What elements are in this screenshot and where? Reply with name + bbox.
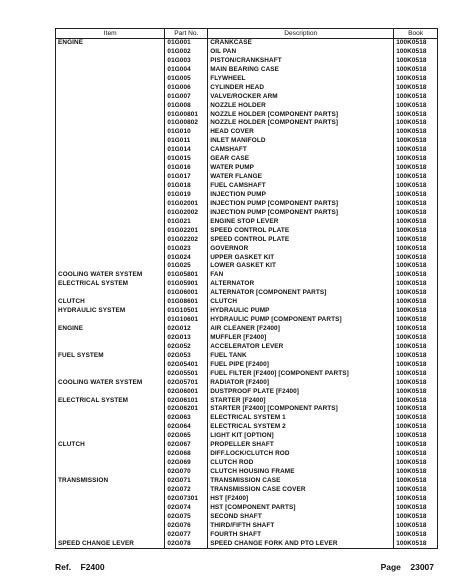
- item-cell: [56, 119, 164, 128]
- part-no-cell: 02G072: [167, 485, 191, 493]
- part-no-cell: 01G06001: [167, 289, 199, 297]
- book-cell: 100K0518: [396, 298, 427, 306]
- description-cell: DUSTPROOF PLATE [F2400]: [210, 387, 300, 395]
- book-cell: 100K0518: [396, 405, 427, 413]
- item-cell: COOLING WATER SYSTEM: [58, 271, 143, 279]
- item-cell: [56, 513, 164, 522]
- item-cell: HYDRAULIC SYSTEM: [58, 307, 126, 315]
- book-cell: 100K0518: [396, 289, 427, 297]
- item-cell: [56, 450, 164, 459]
- part-no-cell: 02G05501: [167, 369, 199, 377]
- part-no-cell: 02G064: [167, 423, 191, 431]
- item-cell: [56, 504, 164, 513]
- book-cell: 100K0518: [396, 146, 427, 154]
- description-cell: GEAR CASE: [210, 155, 250, 163]
- part-no-cell: 01G019: [167, 190, 191, 198]
- book-cell: 100K0518: [396, 128, 427, 136]
- book-cell: 100K0518: [396, 351, 427, 359]
- book-cell: 100K0518: [396, 387, 427, 395]
- part-no-cell: 01G015: [167, 155, 191, 163]
- book-cell: 100K0518: [396, 244, 427, 252]
- item-cell: COOLING WATER SYSTEM: [58, 378, 143, 386]
- book-cell: 100K0518: [396, 441, 427, 449]
- item-cell: [56, 200, 164, 209]
- header-part-no: Part No.: [165, 29, 208, 38]
- description-cell: GOVERNOR: [210, 244, 249, 252]
- item-cell: [56, 405, 164, 414]
- part-no-cell: 01G025: [167, 262, 191, 270]
- item-cell: [56, 459, 164, 468]
- item-cell: [56, 361, 164, 370]
- book-cell: 100K0518: [396, 190, 427, 198]
- description-cell: CLUTCH: [210, 298, 238, 306]
- item-cell: [56, 423, 164, 432]
- item-cell: [56, 137, 164, 146]
- description-cell: ALTERNATOR [COMPONENT PARTS]: [210, 289, 327, 297]
- book-cell: 100K0518: [396, 459, 427, 467]
- item-cell: [56, 57, 164, 66]
- book-cell: 100K0518: [396, 476, 427, 484]
- book-cell: 100K0518: [396, 333, 427, 341]
- description-cell: CLUTCH ROD: [210, 459, 254, 467]
- reference: [55, 560, 105, 574]
- part-no-cell: 01G05801: [167, 271, 199, 279]
- part-no-cell: 01G016: [167, 164, 191, 172]
- description-cell: HEAD COVER: [210, 128, 254, 136]
- part-no-cell: 01G010: [167, 128, 191, 136]
- part-no-cell: 01G021: [167, 217, 191, 225]
- book-cell: 100K0518: [396, 182, 427, 189]
- item-cell: [56, 343, 164, 352]
- description-cell: FUEL FILTER [F2400] [COMPONENT PARTS]: [210, 369, 349, 377]
- description-cell: AIR CLEANER [F2400]: [210, 325, 280, 332]
- book-cell: 100K0518: [396, 396, 427, 404]
- item-cell: [56, 66, 164, 75]
- description-cell: SPEED CHANGE FORK AND PTO LEVER: [210, 539, 338, 547]
- page-number: [381, 560, 434, 574]
- header-description: Description: [208, 29, 394, 38]
- description-cell: MUFFLER [F2400]: [210, 333, 267, 341]
- part-no-cell: 01G018: [167, 182, 191, 189]
- description-cell: TRANSMISSION CASE: [210, 476, 281, 484]
- item-cell: [56, 128, 164, 137]
- item-cell: [56, 48, 164, 57]
- book-cell: 100K0518: [396, 316, 427, 324]
- part-no-cell: 02G013: [167, 333, 191, 341]
- item-cell: FUEL SYSTEM: [58, 351, 104, 359]
- description-cell: PISTON/CRANKSHAFT: [210, 56, 282, 64]
- item-cell: ELECTRICAL SYSTEM: [58, 396, 129, 404]
- book-cell: 100K0518: [396, 503, 427, 511]
- item-column: [56, 39, 165, 548]
- book-cell: 100K0518: [396, 378, 427, 386]
- book-cell: 100K0518: [396, 173, 427, 181]
- part-no-cell: 01G001: [167, 39, 191, 46]
- item-cell: [56, 75, 164, 84]
- part-no-cell: 01G014: [167, 146, 191, 154]
- part-no-cell: 02G07301: [167, 494, 199, 502]
- part-no-cell: 02G05701: [167, 378, 199, 386]
- item-cell: [56, 334, 164, 343]
- book-cell: 100K0518: [396, 226, 427, 234]
- book-cell: 100K0518: [396, 56, 427, 64]
- item-cell: [56, 432, 164, 441]
- description-cell: FUEL CAMSHAFT: [210, 182, 266, 189]
- item-cell: [56, 468, 164, 477]
- description-cell: FLYWHEEL: [210, 74, 246, 82]
- part-no-cell: 01G004: [167, 65, 191, 73]
- part-no-cell: 01G008: [167, 101, 191, 109]
- item-cell: ENGINE: [58, 39, 84, 46]
- description-cell: MAIN BEARING CASE: [210, 65, 280, 73]
- item-cell: [56, 164, 164, 173]
- part-no-cell: 01G02202: [167, 235, 199, 243]
- page-label: Page: [380, 562, 401, 572]
- description-cell: WATER PUMP: [210, 164, 255, 172]
- item-cell: [56, 111, 164, 120]
- description-cell: INJECTION PUMP: [210, 190, 266, 198]
- item-cell: [56, 262, 164, 271]
- item-cell: ELECTRICAL SYSTEM: [58, 280, 129, 288]
- book-cell: 100K0518: [396, 137, 427, 145]
- item-cell: [56, 227, 164, 236]
- description-cell: OIL PAN: [210, 47, 237, 55]
- item-cell: CLUTCH: [58, 298, 85, 306]
- description-cell: HYDRAULIC PUMP: [210, 307, 270, 315]
- item-cell: [56, 93, 164, 102]
- part-no-cell: 02G065: [167, 432, 191, 440]
- part-no-cell: 02G06201: [167, 405, 199, 413]
- part-no-cell: 01G024: [167, 253, 191, 261]
- book-cell: 100K0518: [396, 485, 427, 493]
- book-cell: 100K0518: [396, 47, 427, 55]
- book-cell: 100K0518: [396, 65, 427, 73]
- item-cell: [56, 486, 164, 495]
- parts-index-table: [55, 28, 438, 549]
- book-cell: 100K0518: [396, 423, 427, 431]
- page-footer: [55, 560, 438, 574]
- description-cell: CLUTCH HOUSING FRAME: [210, 468, 295, 475]
- book-cell: 100K0518: [396, 325, 427, 332]
- page-value: 23007: [410, 562, 434, 572]
- part-no-cell: 01G10601: [167, 316, 199, 324]
- description-cell: CYLINDER HEAD: [210, 83, 265, 91]
- part-no-cell: 02G069: [167, 459, 191, 467]
- part-no-cell: 02G070: [167, 468, 191, 475]
- description-cell: NOZZLE HOLDER [COMPONENT PARTS]: [210, 119, 339, 127]
- description-cell: FAN: [210, 271, 224, 279]
- description-cell: ALTERNATOR: [210, 280, 255, 288]
- book-cell: 100K0518: [396, 253, 427, 261]
- part-no-cell: 01G003: [167, 56, 191, 64]
- book-cell: 100K0518: [396, 414, 427, 422]
- book-cell: 100K0518: [396, 92, 427, 100]
- part-no-cell: 02G076: [167, 521, 191, 529]
- item-cell: [56, 254, 164, 263]
- item-cell: [56, 182, 164, 191]
- book-cell: 100K0518: [396, 307, 427, 315]
- header-item: Item: [56, 29, 165, 38]
- book-cell: 100K0518: [396, 521, 427, 529]
- header-book: Book: [408, 30, 424, 37]
- part-no-cell: 02G067: [167, 441, 191, 449]
- description-cell: TRANSMISSION CASE COVER: [210, 485, 306, 493]
- item-cell: [56, 495, 164, 504]
- description-cell: VALVE/ROCKER ARM: [210, 92, 278, 100]
- description-cell: INJECTION PUMP [COMPONENT PARTS]: [210, 208, 339, 216]
- description-cell: HST [COMPONENT PARTS]: [210, 503, 296, 511]
- book-cell: 100K0518: [396, 235, 427, 243]
- book-cell: 100K0518: [396, 199, 427, 207]
- description-cell: ELECTRICAL SYSTEM 2: [210, 423, 286, 431]
- item-cell: [56, 155, 164, 164]
- book-cell: 100K0518: [396, 217, 427, 225]
- book-cell: 100K0518: [396, 119, 427, 127]
- description-cell: THIRD/FIFTH SHAFT: [210, 521, 275, 529]
- book-cell: 100K0518: [396, 110, 427, 118]
- table-header: [55, 28, 438, 39]
- description-cell: LOWER GASKET KIT: [210, 262, 277, 270]
- item-cell: [56, 388, 164, 397]
- description-cell: HYDRAULIC PUMP [COMPONENT PARTS]: [210, 316, 342, 324]
- description-cell: ELECTRICAL SYSTEM 1: [210, 414, 286, 422]
- book-cell: 100K0518: [396, 164, 427, 172]
- description-cell: PROPELLER SHAFT: [210, 441, 274, 449]
- part-no-cell: 01G006: [167, 83, 191, 91]
- book-cell: 100K0518: [396, 432, 427, 440]
- description-cell: NOZZLE HOLDER: [210, 101, 266, 109]
- item-cell: SPEED CHANGE LEVER: [58, 539, 135, 547]
- item-cell: [56, 522, 164, 531]
- book-cell: 100K0518: [396, 450, 427, 458]
- book-cell: 100K0518: [396, 280, 427, 288]
- part-no-cell: 01G017: [167, 173, 191, 181]
- description-cell: SECOND SHAFT: [210, 512, 262, 520]
- item-cell: [56, 370, 164, 379]
- description-cell: INLET MANIFOLD: [210, 137, 266, 145]
- item-cell: TRANSMISSION: [58, 476, 109, 484]
- part-no-cell: 02G068: [167, 450, 191, 458]
- description-cell: RADIATOR [F2400]: [210, 378, 270, 386]
- part-no-cell: 01G00802: [167, 119, 199, 127]
- part-no-cell: 01G002: [167, 47, 191, 55]
- description-cell: STARTER [F2400]: [210, 396, 266, 404]
- part-no-cell: 02G052: [167, 342, 191, 350]
- part-no-cell: 02G078: [167, 539, 191, 547]
- ref-label: Ref.: [55, 562, 72, 572]
- description-cell: ENGINE STOP LEVER: [210, 217, 279, 225]
- item-cell: [56, 236, 164, 245]
- book-cell: 100K0518: [396, 342, 427, 350]
- book-cell: 100K0518: [396, 155, 427, 163]
- item-cell: [56, 245, 164, 254]
- table-body: [55, 39, 438, 549]
- part-no-cell: 02G05401: [167, 360, 199, 368]
- item-cell: [56, 102, 164, 111]
- description-cell: FUEL PIPE [F2400]: [210, 360, 269, 368]
- item-cell: [56, 209, 164, 218]
- description-cell: FOURTH SHAFT: [210, 530, 262, 538]
- book-cell: 100K0518: [396, 530, 427, 538]
- item-cell: [56, 146, 164, 155]
- item-cell: ENGINE: [58, 325, 84, 332]
- item-cell: [56, 316, 164, 325]
- description-cell: CAMSHAFT: [210, 146, 247, 154]
- part-no-cell: 01G08601: [167, 298, 199, 306]
- part-no-cell: 02G071: [167, 476, 191, 484]
- description-cell: UPPER GASKET KIT: [210, 253, 275, 261]
- part-no-cell: 02G053: [167, 351, 191, 359]
- part-no-cell: 01G023: [167, 244, 191, 252]
- description-cell: STARTER [F2400] [COMPONENT PARTS]: [210, 405, 338, 413]
- part-no-cell: 02G06001: [167, 387, 199, 395]
- description-cell: NOZZLE HOLDER [COMPONENT PARTS]: [210, 110, 339, 118]
- description-cell: ACCELERATOR LEVER: [210, 342, 284, 350]
- part-no-cell: 01G00801: [167, 110, 199, 118]
- book-cell: 100K0518: [396, 512, 427, 520]
- part-no-cell: 01G02002: [167, 208, 199, 216]
- part-no-cell: 01G02201: [167, 226, 199, 234]
- description-cell: CRANKCASE: [210, 39, 252, 46]
- description-cell: LIGHT KIT [OPTION]: [210, 432, 274, 440]
- item-cell: [56, 218, 164, 227]
- description-cell: SPEED CONTROL PLATE: [210, 226, 290, 234]
- description-cell: WATER FLANGE: [210, 173, 263, 181]
- description-cell: INJECTION PUMP [COMPONENT PARTS]: [210, 199, 339, 207]
- book-cell: 100K0518: [396, 494, 427, 502]
- description-cell: SPEED CONTROL PLATE: [210, 235, 290, 243]
- book-cell: 100K0518: [396, 262, 427, 270]
- part-no-cell: 01G10501: [167, 307, 199, 315]
- ref-value: F2400: [80, 562, 105, 572]
- part-no-cell: 02G077: [167, 530, 191, 538]
- item-cell: [56, 414, 164, 423]
- description-cell: HST [F2400]: [210, 494, 249, 502]
- part-no-cell: 02G012: [167, 325, 191, 332]
- book-cell: 100K0518: [396, 360, 427, 368]
- part-no-cell: 02G063: [167, 414, 191, 422]
- book-column: [394, 39, 437, 548]
- part-no-cell: 01G011: [167, 137, 191, 145]
- book-cell: 100K0518: [396, 39, 427, 46]
- part-no-cell: 01G05901: [167, 280, 199, 288]
- book-cell: 100K0518: [396, 468, 427, 475]
- part-no-cell: 01G005: [167, 74, 191, 82]
- item-cell: [56, 531, 164, 540]
- part-no-cell: 02G06101: [167, 396, 199, 404]
- item-cell: [56, 289, 164, 298]
- book-cell: 100K0518: [396, 101, 427, 109]
- book-cell: 100K0518: [396, 539, 427, 547]
- book-cell: 100K0518: [396, 369, 427, 377]
- part-no-cell: 02G074: [167, 503, 191, 511]
- description-cell: FUEL TANK: [210, 351, 247, 359]
- item-cell: [56, 191, 164, 200]
- part-no-column: [165, 39, 208, 548]
- part-no-cell: 01G02001: [167, 199, 199, 207]
- part-no-cell: 02G075: [167, 512, 191, 520]
- book-cell: 100K0518: [396, 271, 427, 279]
- book-cell: 100K0518: [396, 83, 427, 91]
- description-column: [208, 39, 394, 548]
- item-cell: CLUTCH: [58, 441, 85, 449]
- item-cell: [56, 84, 164, 93]
- description-cell: DIFF.LOCK/CLUTCH ROD: [210, 450, 290, 458]
- item-cell: [56, 173, 164, 182]
- book-cell: 100K0518: [396, 208, 427, 216]
- part-no-cell: 01G007: [167, 92, 191, 100]
- book-cell: 100K0518: [396, 74, 427, 82]
